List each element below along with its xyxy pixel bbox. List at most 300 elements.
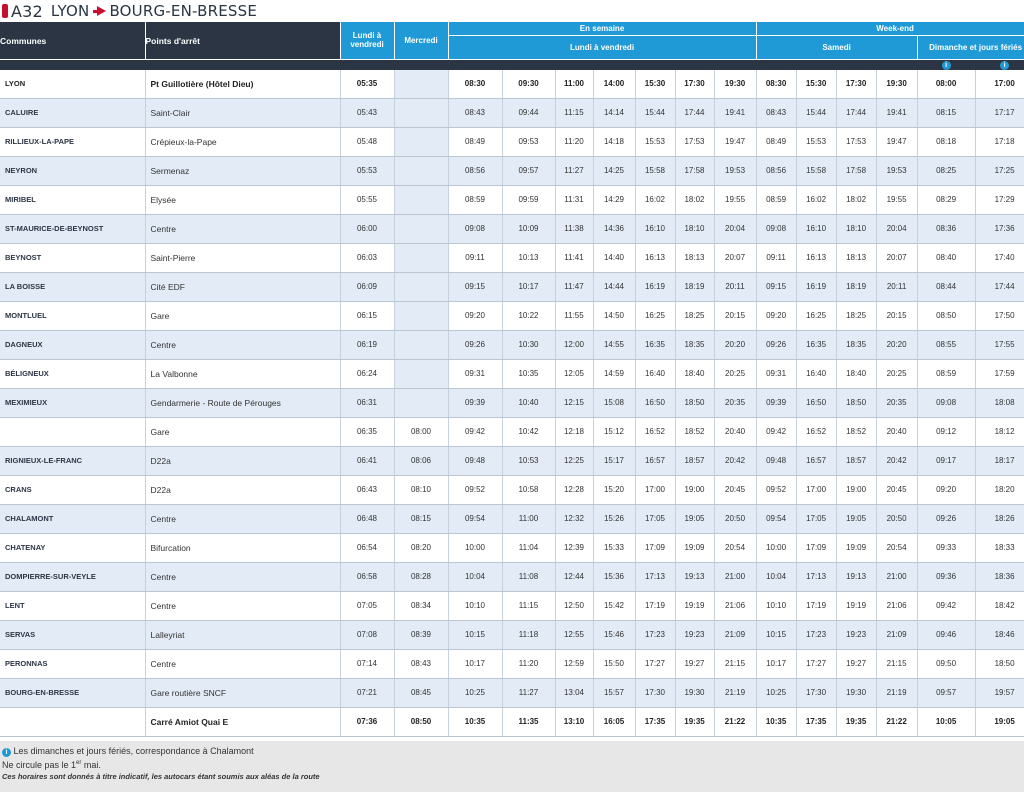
time-cell-semaine: 15:17 bbox=[593, 446, 635, 475]
time-cell-samedi: 19:30 bbox=[836, 678, 876, 707]
time-cell-lundi-vendredi-early: 06:54 bbox=[340, 533, 394, 562]
time-cell-semaine: 12:59 bbox=[555, 649, 593, 678]
time-cell-mercredi bbox=[394, 70, 448, 99]
time-cell-semaine: 17:30 bbox=[635, 678, 675, 707]
time-cell-dimanche: 18:08 bbox=[975, 388, 1024, 417]
time-cell-semaine: 15:58 bbox=[635, 156, 675, 185]
time-cell-dimanche: 09:46 bbox=[917, 620, 975, 649]
time-cell-samedi: 18:52 bbox=[836, 417, 876, 446]
time-cell-semaine: 12:15 bbox=[555, 388, 593, 417]
time-cell-dimanche: 08:59 bbox=[917, 359, 975, 388]
time-cell-mercredi bbox=[394, 388, 448, 417]
commune-cell: DAGNEUX bbox=[0, 330, 145, 359]
commune-cell: MEXIMIEUX bbox=[0, 388, 145, 417]
time-cell-semaine: 11:38 bbox=[555, 214, 593, 243]
time-cell-semaine: 09:52 bbox=[448, 475, 502, 504]
time-cell-mercredi: 08:10 bbox=[394, 475, 448, 504]
commune-cell: CHATENAY bbox=[0, 533, 145, 562]
time-cell-semaine: 20:40 bbox=[714, 417, 756, 446]
time-cell-mercredi: 08:28 bbox=[394, 562, 448, 591]
time-cell-semaine: 20:25 bbox=[714, 359, 756, 388]
time-cell-semaine: 15:50 bbox=[593, 649, 635, 678]
time-cell-semaine: 18:52 bbox=[675, 417, 714, 446]
time-cell-samedi: 19:35 bbox=[836, 707, 876, 736]
time-cell-lundi-vendredi-early: 07:21 bbox=[340, 678, 394, 707]
table-row bbox=[0, 504, 1024, 533]
time-cell-semaine: 09:57 bbox=[502, 156, 555, 185]
stop-cell: Centre bbox=[145, 591, 340, 620]
header-lundi-vendredi-early: Lundi à vendredi bbox=[340, 22, 394, 59]
time-cell-samedi: 08:59 bbox=[756, 185, 796, 214]
time-cell-semaine: 21:09 bbox=[714, 620, 756, 649]
time-cell-samedi: 16:25 bbox=[796, 301, 836, 330]
time-cell-semaine: 14:55 bbox=[593, 330, 635, 359]
time-cell-semaine: 15:57 bbox=[593, 678, 635, 707]
time-cell-semaine: 11:08 bbox=[502, 562, 555, 591]
time-cell-semaine: 15:12 bbox=[593, 417, 635, 446]
time-cell-lundi-vendredi-early: 07:05 bbox=[340, 591, 394, 620]
time-cell-samedi: 20:42 bbox=[876, 446, 917, 475]
time-cell-samedi: 08:30 bbox=[756, 70, 796, 99]
time-cell-samedi: 19:00 bbox=[836, 475, 876, 504]
footer-notes bbox=[0, 741, 1024, 792]
time-cell-dimanche: 08:40 bbox=[917, 243, 975, 272]
time-cell-semaine: 17:19 bbox=[635, 591, 675, 620]
time-cell-semaine: 10:35 bbox=[502, 359, 555, 388]
time-cell-semaine: 09:53 bbox=[502, 127, 555, 156]
time-cell-semaine: 21:19 bbox=[714, 678, 756, 707]
time-cell-dimanche: 08:15 bbox=[917, 98, 975, 127]
time-cell-semaine: 19:41 bbox=[714, 98, 756, 127]
time-cell-semaine: 17:05 bbox=[635, 504, 675, 533]
time-cell-samedi: 19:09 bbox=[836, 533, 876, 562]
time-cell-mercredi bbox=[394, 330, 448, 359]
time-cell-dimanche: 08:25 bbox=[917, 156, 975, 185]
time-cell-dimanche: 08:29 bbox=[917, 185, 975, 214]
time-cell-samedi: 21:06 bbox=[876, 591, 917, 620]
time-cell-dimanche: 08:55 bbox=[917, 330, 975, 359]
time-cell-mercredi: 08:06 bbox=[394, 446, 448, 475]
time-cell-semaine: 17:53 bbox=[675, 127, 714, 156]
time-cell-semaine: 14:25 bbox=[593, 156, 635, 185]
time-cell-dimanche: 18:42 bbox=[975, 591, 1024, 620]
time-cell-semaine: 11:55 bbox=[555, 301, 593, 330]
time-cell-samedi: 17:53 bbox=[836, 127, 876, 156]
time-cell-semaine: 09:54 bbox=[448, 504, 502, 533]
time-cell-samedi: 09:11 bbox=[756, 243, 796, 272]
time-cell-dimanche: 09:36 bbox=[917, 562, 975, 591]
table-row bbox=[0, 707, 1024, 736]
time-cell-samedi: 21:15 bbox=[876, 649, 917, 678]
time-cell-samedi: 19:13 bbox=[836, 562, 876, 591]
time-cell-samedi: 09:26 bbox=[756, 330, 796, 359]
time-cell-samedi: 09:42 bbox=[756, 417, 796, 446]
time-cell-semaine: 21:15 bbox=[714, 649, 756, 678]
table-row bbox=[0, 243, 1024, 272]
time-cell-samedi: 20:07 bbox=[876, 243, 917, 272]
time-cell-semaine: 16:19 bbox=[635, 272, 675, 301]
commune-cell: LA BOISSE bbox=[0, 272, 145, 301]
time-cell-samedi: 10:35 bbox=[756, 707, 796, 736]
stop-cell: Pt Guillotière (Hôtel Dieu) bbox=[145, 70, 340, 99]
time-cell-semaine: 18:57 bbox=[675, 446, 714, 475]
time-cell-samedi: 20:25 bbox=[876, 359, 917, 388]
time-cell-samedi: 16:50 bbox=[796, 388, 836, 417]
time-cell-semaine: 20:07 bbox=[714, 243, 756, 272]
time-cell-semaine: 16:13 bbox=[635, 243, 675, 272]
table-row bbox=[0, 533, 1024, 562]
time-cell-semaine: 12:05 bbox=[555, 359, 593, 388]
time-cell-mercredi: 08:50 bbox=[394, 707, 448, 736]
time-cell-samedi: 18:40 bbox=[836, 359, 876, 388]
time-cell-semaine: 14:40 bbox=[593, 243, 635, 272]
time-cell-lundi-vendredi-early: 06:19 bbox=[340, 330, 394, 359]
time-cell-dimanche: 08:36 bbox=[917, 214, 975, 243]
time-cell-semaine: 10:17 bbox=[448, 649, 502, 678]
stop-cell: D22a bbox=[145, 446, 340, 475]
time-cell-dimanche: 17:36 bbox=[975, 214, 1024, 243]
time-cell-lundi-vendredi-early: 05:43 bbox=[340, 98, 394, 127]
time-cell-dimanche: 18:12 bbox=[975, 417, 1024, 446]
time-cell-dimanche: 19:05 bbox=[975, 707, 1024, 736]
table-row bbox=[0, 678, 1024, 707]
time-cell-semaine: 09:15 bbox=[448, 272, 502, 301]
time-cell-samedi: 09:31 bbox=[756, 359, 796, 388]
timetable bbox=[0, 22, 1024, 737]
time-cell-semaine: 17:13 bbox=[635, 562, 675, 591]
stop-cell: Centre bbox=[145, 330, 340, 359]
time-cell-semaine: 20:11 bbox=[714, 272, 756, 301]
time-cell-semaine: 12:00 bbox=[555, 330, 593, 359]
commune-cell: ST-MAURICE-DE-BEYNOST bbox=[0, 214, 145, 243]
time-cell-dimanche: 18:20 bbox=[975, 475, 1024, 504]
time-cell-semaine: 16:10 bbox=[635, 214, 675, 243]
table-row bbox=[0, 214, 1024, 243]
table-row bbox=[0, 562, 1024, 591]
time-cell-samedi: 20:11 bbox=[876, 272, 917, 301]
table-row bbox=[0, 359, 1024, 388]
stop-cell: D22a bbox=[145, 475, 340, 504]
time-cell-semaine: 12:39 bbox=[555, 533, 593, 562]
time-cell-semaine: 10:40 bbox=[502, 388, 555, 417]
time-cell-samedi: 16:10 bbox=[796, 214, 836, 243]
time-cell-semaine: 18:19 bbox=[675, 272, 714, 301]
header-communes: Communes bbox=[0, 22, 145, 59]
time-cell-dimanche: 18:50 bbox=[975, 649, 1024, 678]
time-cell-dimanche: 08:44 bbox=[917, 272, 975, 301]
time-cell-semaine: 10:10 bbox=[448, 591, 502, 620]
time-cell-mercredi bbox=[394, 243, 448, 272]
time-cell-dimanche: 18:33 bbox=[975, 533, 1024, 562]
time-cell-dimanche: 09:17 bbox=[917, 446, 975, 475]
time-cell-samedi: 16:35 bbox=[796, 330, 836, 359]
time-cell-dimanche: 09:12 bbox=[917, 417, 975, 446]
time-cell-samedi: 20:54 bbox=[876, 533, 917, 562]
time-cell-dimanche: 08:00 bbox=[917, 70, 975, 99]
table-row bbox=[0, 417, 1024, 446]
time-cell-semaine: 16:52 bbox=[635, 417, 675, 446]
time-cell-samedi: 20:50 bbox=[876, 504, 917, 533]
time-cell-semaine: 10:30 bbox=[502, 330, 555, 359]
time-cell-semaine: 20:04 bbox=[714, 214, 756, 243]
stop-cell: Gendarmerie - Route de Pérouges bbox=[145, 388, 340, 417]
time-cell-lundi-vendredi-early: 06:31 bbox=[340, 388, 394, 417]
time-cell-semaine: 10:22 bbox=[502, 301, 555, 330]
time-cell-samedi: 19:53 bbox=[876, 156, 917, 185]
time-cell-samedi: 16:57 bbox=[796, 446, 836, 475]
time-cell-samedi: 10:25 bbox=[756, 678, 796, 707]
time-cell-samedi: 10:15 bbox=[756, 620, 796, 649]
footer-note-may-pre: Ne circule pas le 1 bbox=[2, 760, 77, 770]
time-cell-mercredi bbox=[394, 185, 448, 214]
time-cell-samedi: 17:27 bbox=[796, 649, 836, 678]
time-cell-semaine: 15:36 bbox=[593, 562, 635, 591]
time-cell-semaine: 14:44 bbox=[593, 272, 635, 301]
header-strip bbox=[0, 59, 1024, 70]
time-cell-semaine: 14:59 bbox=[593, 359, 635, 388]
commune-cell bbox=[0, 707, 145, 736]
header-lundi-vendredi: Lundi à vendredi bbox=[448, 35, 756, 59]
time-cell-semaine: 17:35 bbox=[635, 707, 675, 736]
time-cell-lundi-vendredi-early: 06:58 bbox=[340, 562, 394, 591]
time-cell-semaine: 18:25 bbox=[675, 301, 714, 330]
time-cell-semaine: 17:44 bbox=[675, 98, 714, 127]
time-cell-dimanche: 17:18 bbox=[975, 127, 1024, 156]
header-en-semaine: En semaine bbox=[448, 22, 756, 35]
time-cell-samedi: 18:25 bbox=[836, 301, 876, 330]
table-row bbox=[0, 388, 1024, 417]
time-cell-lundi-vendredi-early: 07:36 bbox=[340, 707, 394, 736]
time-cell-semaine: 19:35 bbox=[675, 707, 714, 736]
time-cell-semaine: 12:32 bbox=[555, 504, 593, 533]
time-cell-samedi: 17:13 bbox=[796, 562, 836, 591]
time-cell-semaine: 09:30 bbox=[502, 70, 555, 99]
time-cell-samedi: 17:23 bbox=[796, 620, 836, 649]
stop-cell: Carré Amiot Quai E bbox=[145, 707, 340, 736]
footer-note-may-post: mai. bbox=[81, 760, 101, 770]
time-cell-semaine: 08:43 bbox=[448, 98, 502, 127]
time-cell-dimanche: 18:26 bbox=[975, 504, 1024, 533]
time-cell-semaine: 11:41 bbox=[555, 243, 593, 272]
table-row bbox=[0, 591, 1024, 620]
time-cell-semaine: 12:25 bbox=[555, 446, 593, 475]
time-cell-semaine: 15:53 bbox=[635, 127, 675, 156]
time-cell-samedi: 15:30 bbox=[796, 70, 836, 99]
time-cell-samedi: 19:47 bbox=[876, 127, 917, 156]
time-cell-semaine: 20:35 bbox=[714, 388, 756, 417]
time-cell-mercredi bbox=[394, 359, 448, 388]
stop-cell: Gare routière SNCF bbox=[145, 678, 340, 707]
time-cell-samedi: 09:20 bbox=[756, 301, 796, 330]
time-cell-samedi: 19:23 bbox=[836, 620, 876, 649]
time-cell-semaine: 08:30 bbox=[448, 70, 502, 99]
stop-cell: Saint-Clair bbox=[145, 98, 340, 127]
time-cell-semaine: 16:50 bbox=[635, 388, 675, 417]
stop-cell: Gare bbox=[145, 301, 340, 330]
time-cell-lundi-vendredi-early: 06:43 bbox=[340, 475, 394, 504]
header-samedi: Samedi bbox=[756, 35, 917, 59]
time-cell-dimanche: 17:55 bbox=[975, 330, 1024, 359]
time-cell-semaine: 09:26 bbox=[448, 330, 502, 359]
commune-cell bbox=[0, 417, 145, 446]
time-cell-lundi-vendredi-early: 05:53 bbox=[340, 156, 394, 185]
info-icon: i bbox=[2, 748, 11, 757]
time-cell-samedi: 19:55 bbox=[876, 185, 917, 214]
time-cell-semaine: 17:09 bbox=[635, 533, 675, 562]
commune-cell: CHALAMONT bbox=[0, 504, 145, 533]
time-cell-semaine: 11:27 bbox=[502, 678, 555, 707]
time-cell-dimanche: 17:44 bbox=[975, 272, 1024, 301]
table-row bbox=[0, 301, 1024, 330]
time-cell-samedi: 17:44 bbox=[836, 98, 876, 127]
time-cell-samedi: 20:20 bbox=[876, 330, 917, 359]
time-cell-mercredi: 08:15 bbox=[394, 504, 448, 533]
time-cell-samedi: 18:57 bbox=[836, 446, 876, 475]
commune-cell: LENT bbox=[0, 591, 145, 620]
time-cell-semaine: 11:04 bbox=[502, 533, 555, 562]
time-cell-semaine: 19:30 bbox=[675, 678, 714, 707]
commune-cell: CALUIRE bbox=[0, 98, 145, 127]
time-cell-semaine: 13:04 bbox=[555, 678, 593, 707]
time-cell-samedi: 16:52 bbox=[796, 417, 836, 446]
time-cell-samedi: 08:43 bbox=[756, 98, 796, 127]
table-row bbox=[0, 446, 1024, 475]
destination-label: BOURG-EN-BRESSE bbox=[109, 2, 258, 20]
time-cell-samedi: 21:09 bbox=[876, 620, 917, 649]
time-cell-semaine: 18:35 bbox=[675, 330, 714, 359]
time-cell-samedi: 21:00 bbox=[876, 562, 917, 591]
time-cell-semaine: 11:00 bbox=[555, 70, 593, 99]
time-cell-semaine: 19:05 bbox=[675, 504, 714, 533]
time-cell-semaine: 11:18 bbox=[502, 620, 555, 649]
time-cell-samedi: 09:54 bbox=[756, 504, 796, 533]
title-bar bbox=[0, 0, 1024, 22]
time-cell-semaine: 10:25 bbox=[448, 678, 502, 707]
time-cell-lundi-vendredi-early: 05:48 bbox=[340, 127, 394, 156]
time-cell-semaine: 17:30 bbox=[675, 70, 714, 99]
time-cell-semaine: 12:28 bbox=[555, 475, 593, 504]
time-cell-semaine: 10:17 bbox=[502, 272, 555, 301]
time-cell-semaine: 17:27 bbox=[635, 649, 675, 678]
bus-icon bbox=[2, 4, 8, 18]
time-cell-semaine: 14:18 bbox=[593, 127, 635, 156]
time-cell-semaine: 10:13 bbox=[502, 243, 555, 272]
time-cell-semaine: 15:26 bbox=[593, 504, 635, 533]
time-cell-samedi: 17:00 bbox=[796, 475, 836, 504]
time-cell-dimanche: 17:17 bbox=[975, 98, 1024, 127]
time-cell-samedi: 18:02 bbox=[836, 185, 876, 214]
line-badge bbox=[2, 2, 43, 21]
time-cell-dimanche: 18:17 bbox=[975, 446, 1024, 475]
time-cell-samedi: 09:48 bbox=[756, 446, 796, 475]
table-row bbox=[0, 127, 1024, 156]
time-cell-semaine: 11:27 bbox=[555, 156, 593, 185]
commune-cell: CRANS bbox=[0, 475, 145, 504]
timetable-body bbox=[0, 70, 1024, 737]
time-cell-semaine: 12:18 bbox=[555, 417, 593, 446]
time-cell-lundi-vendredi-early: 06:03 bbox=[340, 243, 394, 272]
time-cell-semaine: 20:20 bbox=[714, 330, 756, 359]
time-cell-semaine: 19:27 bbox=[675, 649, 714, 678]
time-cell-semaine: 09:42 bbox=[448, 417, 502, 446]
time-cell-samedi: 17:05 bbox=[796, 504, 836, 533]
time-cell-semaine: 10:42 bbox=[502, 417, 555, 446]
time-cell-semaine: 09:11 bbox=[448, 243, 502, 272]
time-cell-mercredi: 08:00 bbox=[394, 417, 448, 446]
time-cell-dimanche: 18:36 bbox=[975, 562, 1024, 591]
stop-cell: La Valbonne bbox=[145, 359, 340, 388]
time-cell-semaine: 08:49 bbox=[448, 127, 502, 156]
commune-cell: RILLIEUX-LA-PAPE bbox=[0, 127, 145, 156]
footer-note-correspondance: Les dimanches et jours fériés, correspondance à Chalamont bbox=[13, 746, 254, 756]
time-cell-dimanche: 09:26 bbox=[917, 504, 975, 533]
time-cell-lundi-vendredi-early: 06:35 bbox=[340, 417, 394, 446]
time-cell-semaine: 11:00 bbox=[502, 504, 555, 533]
table-row bbox=[0, 98, 1024, 127]
time-cell-dimanche: 09:57 bbox=[917, 678, 975, 707]
stop-cell: Centre bbox=[145, 214, 340, 243]
time-cell-semaine: 19:53 bbox=[714, 156, 756, 185]
time-cell-semaine: 15:46 bbox=[593, 620, 635, 649]
time-cell-semaine: 09:08 bbox=[448, 214, 502, 243]
time-cell-semaine: 12:55 bbox=[555, 620, 593, 649]
time-cell-semaine: 19:09 bbox=[675, 533, 714, 562]
time-cell-semaine: 19:13 bbox=[675, 562, 714, 591]
time-cell-samedi: 09:15 bbox=[756, 272, 796, 301]
time-cell-semaine: 21:22 bbox=[714, 707, 756, 736]
time-cell-samedi: 10:17 bbox=[756, 649, 796, 678]
commune-cell: BÉLIGNEUX bbox=[0, 359, 145, 388]
time-cell-semaine: 16:40 bbox=[635, 359, 675, 388]
time-cell-samedi: 17:09 bbox=[796, 533, 836, 562]
time-cell-semaine: 17:58 bbox=[675, 156, 714, 185]
time-cell-samedi: 15:44 bbox=[796, 98, 836, 127]
time-cell-samedi: 19:19 bbox=[836, 591, 876, 620]
time-cell-semaine: 18:10 bbox=[675, 214, 714, 243]
time-cell-mercredi: 08:20 bbox=[394, 533, 448, 562]
table-row bbox=[0, 620, 1024, 649]
time-cell-samedi: 21:19 bbox=[876, 678, 917, 707]
commune-cell: RIGNIEUX-LE-FRANC bbox=[0, 446, 145, 475]
time-cell-lundi-vendredi-early: 06:09 bbox=[340, 272, 394, 301]
header-dimanche: Dimanche et jours fériés bbox=[917, 35, 1024, 59]
time-cell-semaine: 09:59 bbox=[502, 185, 555, 214]
time-cell-mercredi bbox=[394, 156, 448, 185]
time-cell-semaine: 14:36 bbox=[593, 214, 635, 243]
time-cell-samedi: 18:19 bbox=[836, 272, 876, 301]
time-cell-semaine: 16:35 bbox=[635, 330, 675, 359]
time-cell-semaine: 19:23 bbox=[675, 620, 714, 649]
time-cell-mercredi bbox=[394, 301, 448, 330]
time-cell-mercredi bbox=[394, 127, 448, 156]
time-cell-samedi: 20:45 bbox=[876, 475, 917, 504]
time-cell-semaine: 11:20 bbox=[502, 649, 555, 678]
time-cell-samedi: 16:13 bbox=[796, 243, 836, 272]
time-cell-semaine: 15:08 bbox=[593, 388, 635, 417]
time-cell-semaine: 14:00 bbox=[593, 70, 635, 99]
time-cell-lundi-vendredi-early: 05:55 bbox=[340, 185, 394, 214]
time-cell-mercredi bbox=[394, 272, 448, 301]
time-cell-samedi: 09:39 bbox=[756, 388, 796, 417]
time-cell-semaine: 15:33 bbox=[593, 533, 635, 562]
time-cell-samedi: 10:04 bbox=[756, 562, 796, 591]
time-cell-semaine: 11:35 bbox=[502, 707, 555, 736]
time-cell-samedi: 10:00 bbox=[756, 533, 796, 562]
time-cell-semaine: 09:48 bbox=[448, 446, 502, 475]
time-cell-semaine: 16:05 bbox=[593, 707, 635, 736]
time-cell-dimanche: 17:40 bbox=[975, 243, 1024, 272]
time-cell-samedi: 17:19 bbox=[796, 591, 836, 620]
